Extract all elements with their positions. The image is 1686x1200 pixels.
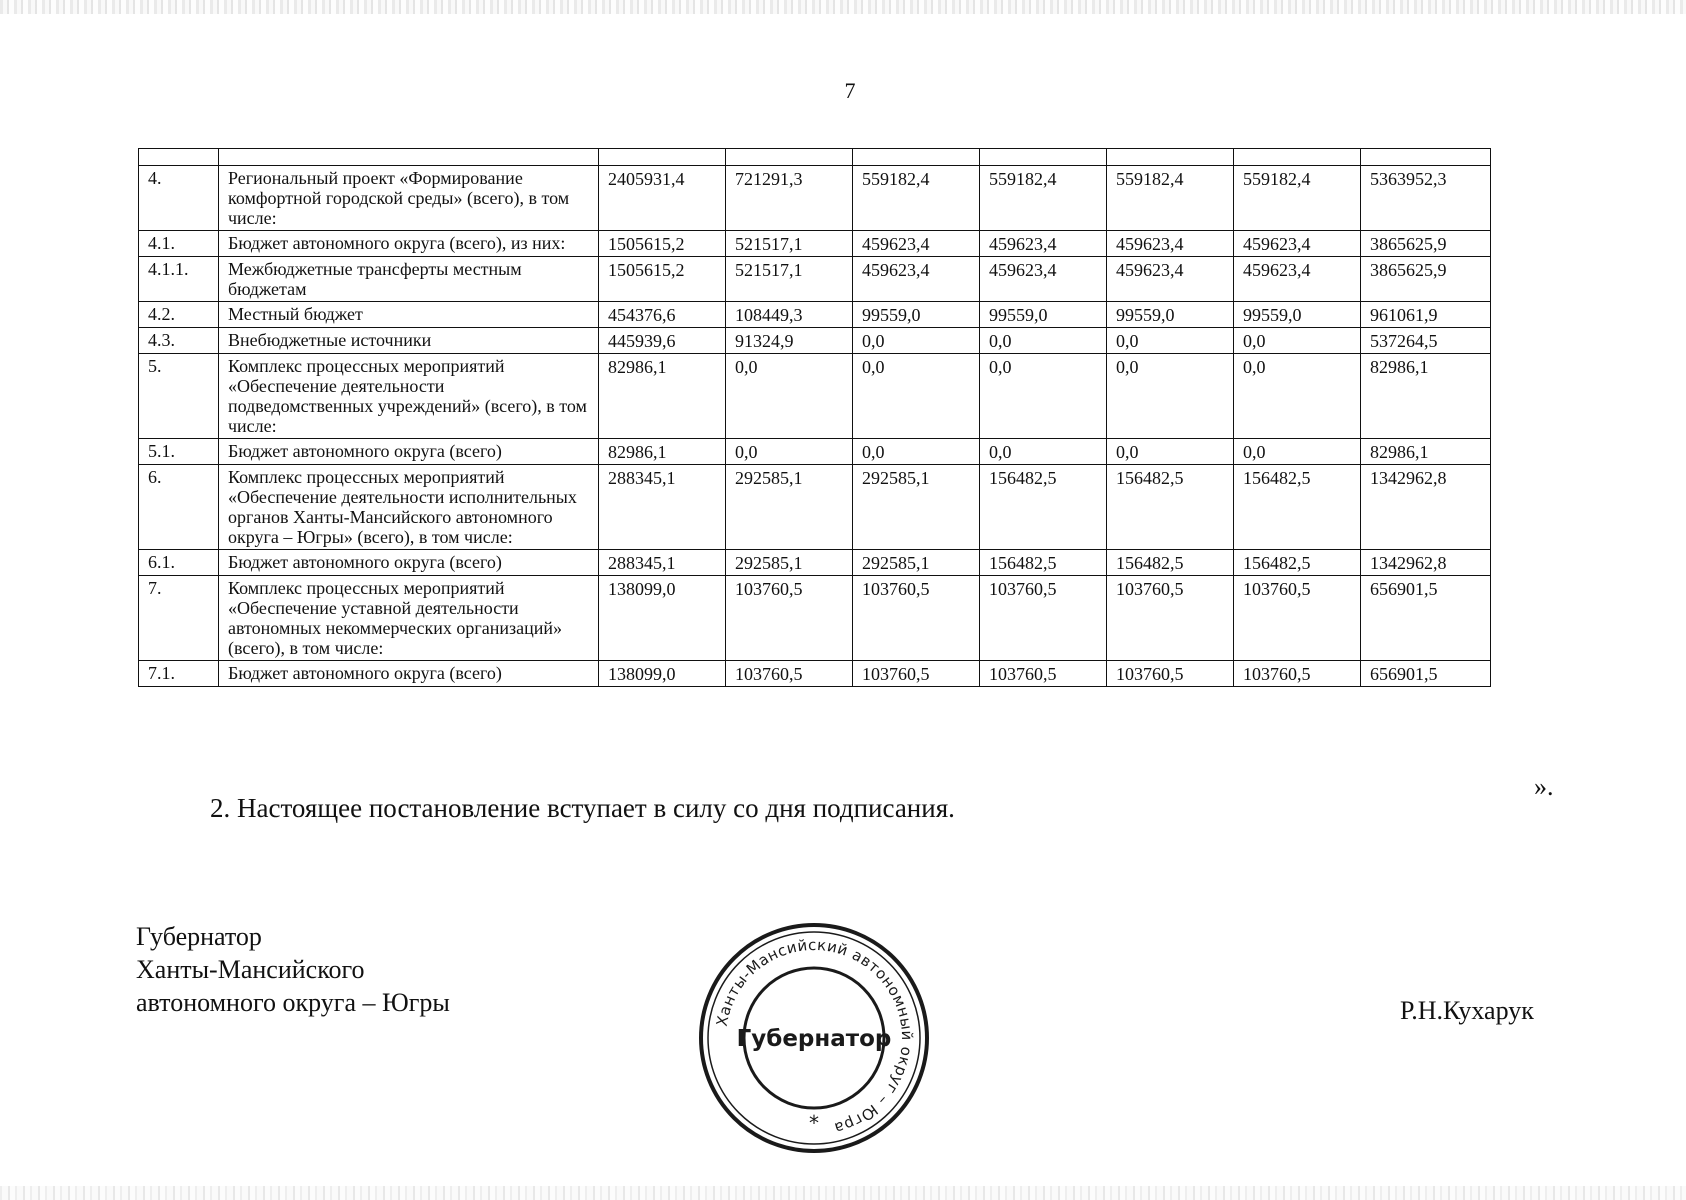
value-cell: 1342962,8 xyxy=(1361,550,1491,576)
value-cell: 0,0 xyxy=(1234,439,1361,465)
value-cell: 2405931,4 xyxy=(599,166,726,231)
value-cell: 99559,0 xyxy=(1107,302,1234,328)
value-cell: 292585,1 xyxy=(726,465,853,550)
table-row xyxy=(139,465,1491,550)
signatory-region-cont: автономного округа – Югры xyxy=(136,988,450,1017)
value-cell: 1505615,2 xyxy=(599,257,726,302)
value-cell: 103760,5 xyxy=(980,576,1107,661)
value-cell: 156482,5 xyxy=(980,465,1107,550)
value-cell: 559182,4 xyxy=(1234,166,1361,231)
value-cell: 99559,0 xyxy=(1234,302,1361,328)
seal-star: * xyxy=(809,1111,819,1135)
budget-table xyxy=(138,148,1491,687)
table-row xyxy=(139,257,1491,302)
signatory-block xyxy=(136,920,450,1019)
value-cell: 3865625,9 xyxy=(1361,257,1491,302)
table-row xyxy=(139,166,1491,231)
signatory-title: Губернатор xyxy=(136,922,262,951)
row-number-cell: 7. xyxy=(139,576,219,661)
value-cell: 521517,1 xyxy=(726,231,853,257)
header-cell xyxy=(1107,149,1234,166)
value-cell: 156482,5 xyxy=(1234,550,1361,576)
value-cell: 103760,5 xyxy=(853,661,980,687)
row-number-cell: 6. xyxy=(139,465,219,550)
value-cell: 0,0 xyxy=(1234,328,1361,354)
value-cell: 454376,6 xyxy=(599,302,726,328)
value-cell: 103760,5 xyxy=(1234,661,1361,687)
header-cell xyxy=(1361,149,1491,166)
table-row xyxy=(139,661,1491,687)
value-cell: 459623,4 xyxy=(980,231,1107,257)
row-name-cell: Комплекс процессных мероприятий «Обеспечение уставной деятельности автономных некоммерческих организаций» (всего), в том числе: xyxy=(219,576,599,661)
value-cell: 445939,6 xyxy=(599,328,726,354)
row-number-cell: 4. xyxy=(139,166,219,231)
seal-ring-text: Ханты-Мансийский автономный округ – Югра xyxy=(712,935,917,1138)
table-row xyxy=(139,328,1491,354)
row-name-cell: Комплекс процессных мероприятий «Обеспечение деятельности подведомственных учреждений» (всего), в том числе: xyxy=(219,354,599,439)
value-cell: 721291,3 xyxy=(726,166,853,231)
value-cell: 103760,5 xyxy=(726,661,853,687)
header-cell xyxy=(139,149,219,166)
value-cell: 559182,4 xyxy=(853,166,980,231)
row-name-cell: Бюджет автономного округа (всего) xyxy=(219,661,599,687)
value-cell: 961061,9 xyxy=(1361,302,1491,328)
scan-edge-bottom xyxy=(0,1186,1686,1200)
table-row xyxy=(139,231,1491,257)
table-header-row xyxy=(139,149,1491,166)
header-cell xyxy=(726,149,853,166)
row-name-cell: Внебюджетные источники xyxy=(219,328,599,354)
table-body xyxy=(139,149,1491,687)
value-cell: 288345,1 xyxy=(599,465,726,550)
value-cell: 99559,0 xyxy=(853,302,980,328)
official-seal xyxy=(696,920,932,1156)
value-cell: 0,0 xyxy=(1107,328,1234,354)
seal-center-text: Губернатор xyxy=(736,1026,892,1052)
value-cell: 0,0 xyxy=(1107,439,1234,465)
value-cell: 91324,9 xyxy=(726,328,853,354)
value-cell: 3865625,9 xyxy=(1361,231,1491,257)
clause-2: 2. Настоящее постановление вступает в силу со дня подписания. xyxy=(210,793,955,823)
value-cell: 103760,5 xyxy=(853,576,980,661)
row-number-cell: 4.1. xyxy=(139,231,219,257)
value-cell: 82986,1 xyxy=(599,354,726,439)
value-cell: 459623,4 xyxy=(1234,257,1361,302)
value-cell: 656901,5 xyxy=(1361,661,1491,687)
value-cell: 156482,5 xyxy=(1107,465,1234,550)
value-cell: 82986,1 xyxy=(599,439,726,465)
value-cell: 156482,5 xyxy=(1234,465,1361,550)
table-row xyxy=(139,576,1491,661)
value-cell: 459623,4 xyxy=(980,257,1107,302)
value-cell: 656901,5 xyxy=(1361,576,1491,661)
value-cell: 559182,4 xyxy=(980,166,1107,231)
table-row xyxy=(139,302,1491,328)
row-name-cell: Бюджет автономного округа (всего), из них: xyxy=(219,231,599,257)
table-row xyxy=(139,354,1491,439)
value-cell: 1505615,2 xyxy=(599,231,726,257)
value-cell: 292585,1 xyxy=(853,465,980,550)
row-name-cell: Местный бюджет xyxy=(219,302,599,328)
value-cell: 0,0 xyxy=(853,354,980,439)
row-number-cell: 4.1.1. xyxy=(139,257,219,302)
signatory-region: Ханты-Мансийского xyxy=(136,955,365,984)
value-cell: 138099,0 xyxy=(599,576,726,661)
row-number-cell: 7.1. xyxy=(139,661,219,687)
value-cell: 103760,5 xyxy=(980,661,1107,687)
value-cell: 103760,5 xyxy=(1234,576,1361,661)
value-cell: 0,0 xyxy=(853,328,980,354)
table-row xyxy=(139,439,1491,465)
row-name-cell: Региональный проект «Формирование комфортной городской среды» (всего), в том числе: xyxy=(219,166,599,231)
closing-quote: ». xyxy=(1534,772,1554,801)
header-cell xyxy=(1234,149,1361,166)
header-cell xyxy=(599,149,726,166)
value-cell: 537264,5 xyxy=(1361,328,1491,354)
header-cell xyxy=(980,149,1107,166)
row-number-cell: 6.1. xyxy=(139,550,219,576)
row-number-cell: 4.3. xyxy=(139,328,219,354)
value-cell: 103760,5 xyxy=(1107,661,1234,687)
value-cell: 459623,4 xyxy=(853,231,980,257)
value-cell: 156482,5 xyxy=(1107,550,1234,576)
value-cell: 459623,4 xyxy=(1107,231,1234,257)
value-cell: 103760,5 xyxy=(1107,576,1234,661)
value-cell: 292585,1 xyxy=(726,550,853,576)
value-cell: 0,0 xyxy=(1107,354,1234,439)
value-cell: 5363952,3 xyxy=(1361,166,1491,231)
value-cell: 108449,3 xyxy=(726,302,853,328)
value-cell: 103760,5 xyxy=(726,576,853,661)
value-cell: 0,0 xyxy=(726,439,853,465)
row-name-cell: Межбюджетные трансферты местным бюджетам xyxy=(219,257,599,302)
row-name-cell: Бюджет автономного округа (всего) xyxy=(219,439,599,465)
value-cell: 1342962,8 xyxy=(1361,465,1491,550)
scan-edge-top xyxy=(0,0,1686,14)
value-cell: 82986,1 xyxy=(1361,439,1491,465)
value-cell: 0,0 xyxy=(726,354,853,439)
value-cell: 156482,5 xyxy=(980,550,1107,576)
value-cell: 521517,1 xyxy=(726,257,853,302)
header-cell xyxy=(853,149,980,166)
value-cell: 0,0 xyxy=(980,328,1107,354)
row-name-cell: Бюджет автономного округа (всего) xyxy=(219,550,599,576)
value-cell: 0,0 xyxy=(980,354,1107,439)
value-cell: 0,0 xyxy=(853,439,980,465)
value-cell: 459623,4 xyxy=(853,257,980,302)
header-cell xyxy=(219,149,599,166)
value-cell: 559182,4 xyxy=(1107,166,1234,231)
row-name-cell: Комплекс процессных мероприятий «Обеспечение деятельности исполнительных органов Ханты-Мансийского автономного округа – Югры» (всего), в том числе: xyxy=(219,465,599,550)
page-number: 7 xyxy=(844,78,856,103)
value-cell: 292585,1 xyxy=(853,550,980,576)
value-cell: 82986,1 xyxy=(1361,354,1491,439)
value-cell: 0,0 xyxy=(980,439,1107,465)
value-cell: 0,0 xyxy=(1234,354,1361,439)
signer-name: Р.Н.Кухарук xyxy=(1400,996,1534,1025)
table-row xyxy=(139,550,1491,576)
value-cell: 288345,1 xyxy=(599,550,726,576)
value-cell: 99559,0 xyxy=(980,302,1107,328)
value-cell: 459623,4 xyxy=(1107,257,1234,302)
row-number-cell: 5. xyxy=(139,354,219,439)
value-cell: 459623,4 xyxy=(1234,231,1361,257)
row-number-cell: 5.1. xyxy=(139,439,219,465)
row-number-cell: 4.2. xyxy=(139,302,219,328)
value-cell: 138099,0 xyxy=(599,661,726,687)
